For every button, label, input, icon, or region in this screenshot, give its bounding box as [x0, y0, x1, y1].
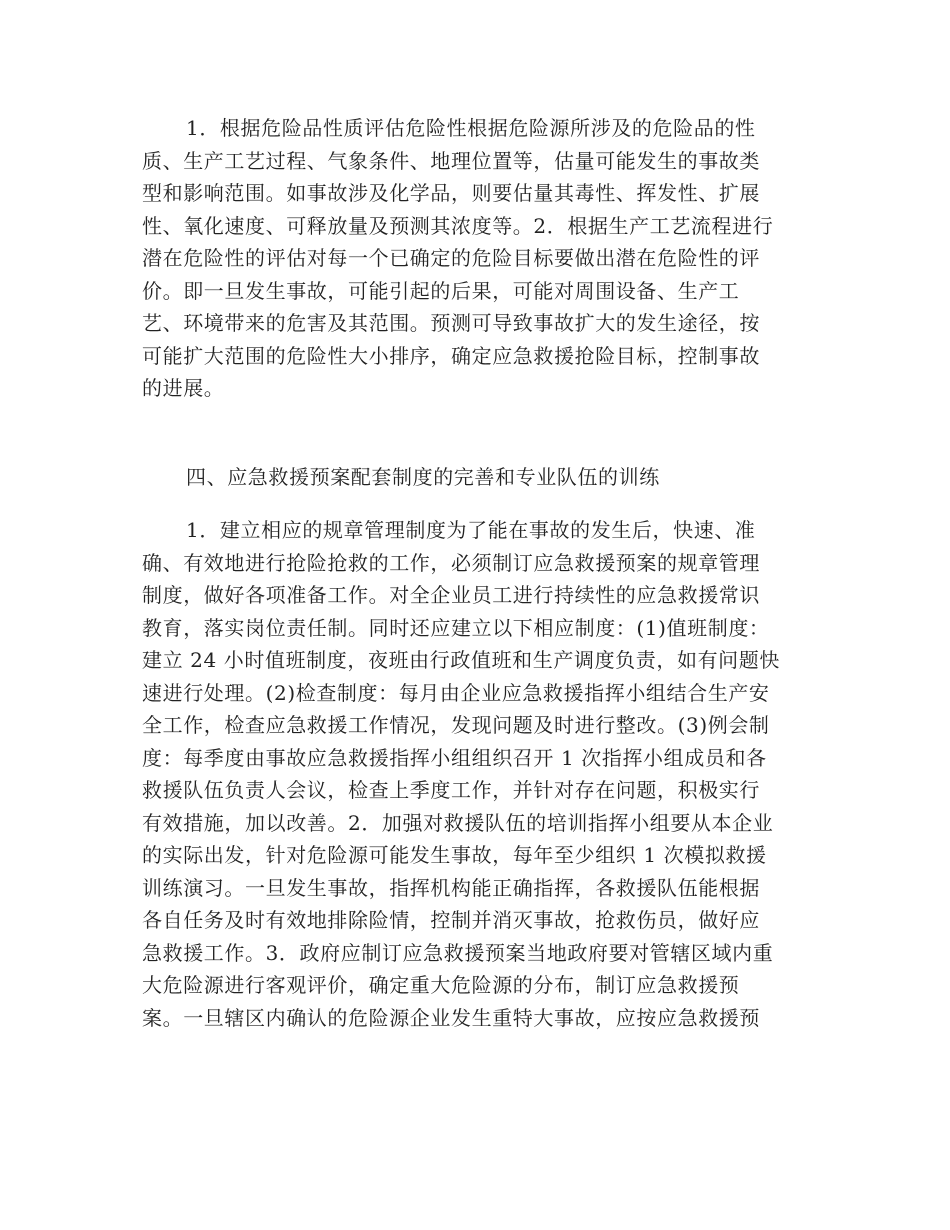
text-line: 1．建立相应的规章管理制度为了能在事故的发生后，快速、准: [186, 518, 756, 542]
paragraph-hazard-assessment: [142, 112, 812, 405]
text-line: 有效措施，加以改善。2．加强对救援队伍的培训指挥小组要从本企业: [142, 810, 774, 835]
text-line: 制度，做好各项准备工作。对全企业员工进行持续性的应急救援常识: [142, 583, 760, 607]
text-line: 型和影响范围。如事故涉及化学品，则要估量其毒性、挥发性、扩展: [142, 181, 760, 205]
section-heading: [142, 461, 812, 494]
text-line: 训练演习。一旦发生事故，指挥机构能正确指挥，各救援队伍能根据: [142, 875, 760, 900]
text-line: 质、生产工艺过程、气象条件、地理位置等，估量可能发生的事故类: [142, 148, 760, 173]
text-line: 案。一旦辖区内确认的危险源企业发生重特大事故，应按应急救援预: [142, 1005, 760, 1030]
text-line: 的进展。: [142, 376, 225, 400]
text-line: 确、有效地进行抢险抢救的工作，必须制订应急救援预案的规章管理: [142, 550, 760, 575]
text-line: 艺、环境带来的危害及其范围。预测可导致事故扩大的发生途径，按: [142, 311, 760, 335]
text-line: 各自任务及时有效地排除险情，控制并消灭事故，抢救伤员，做好应: [142, 908, 760, 932]
text-line: 价。即一旦发生事故，可能引起的后果，可能对周围设备、生产工: [142, 278, 740, 303]
text-line: 的实际出发，针对危险源可能发生事故，每年至少组织 1 次模拟救援: [142, 843, 767, 867]
text-line: 建立 24 小时值班制度，夜班由行政值班和生产调度负责，如有问题快: [142, 648, 780, 672]
text-line: 度：每季度由事故应急救援指挥小组组织召开 1 次指挥小组成员和各: [142, 745, 767, 770]
section-heading-text: 四、应急救援预案配套制度的完善和专业队伍的训练: [186, 465, 660, 489]
text-line: 潜在危险性的评估对每一个已确定的危险目标要做出潜在危险性的评: [142, 246, 760, 270]
text-line: 大危险源进行客观评价，确定重大危险源的分布，制订应急救援预: [142, 973, 740, 997]
text-line: 可能扩大范围的危险性大小排序，确定应急救援抢险目标，控制事故: [142, 343, 760, 368]
text-line: 1．根据危险品性质评估危险性根据危险源所涉及的危险品的性: [186, 116, 756, 140]
text-line: 性、氧化速度、可释放量及预测其浓度等。2．根据生产工艺流程进行: [142, 213, 774, 238]
text-line: 全工作，检查应急救援工作情况，发现问题及时进行整改。(3)例会制: [142, 713, 770, 737]
text-line: 救援队伍负责人会议，检查上季度工作，并针对存在问题，积极实行: [142, 778, 760, 802]
text-line: 速进行处理。(2)检查制度：每月由企业应急救援指挥小组结合生产安: [142, 680, 770, 705]
paragraph-regulations-training: [142, 514, 812, 1034]
text-line: 教育，落实岗位责任制。同时还应建立以下相应制度：(1)值班制度：: [142, 615, 770, 640]
text-line: 急救援工作。3．政府应制订应急救援预案当地政府要对管辖区域内重: [142, 940, 774, 965]
